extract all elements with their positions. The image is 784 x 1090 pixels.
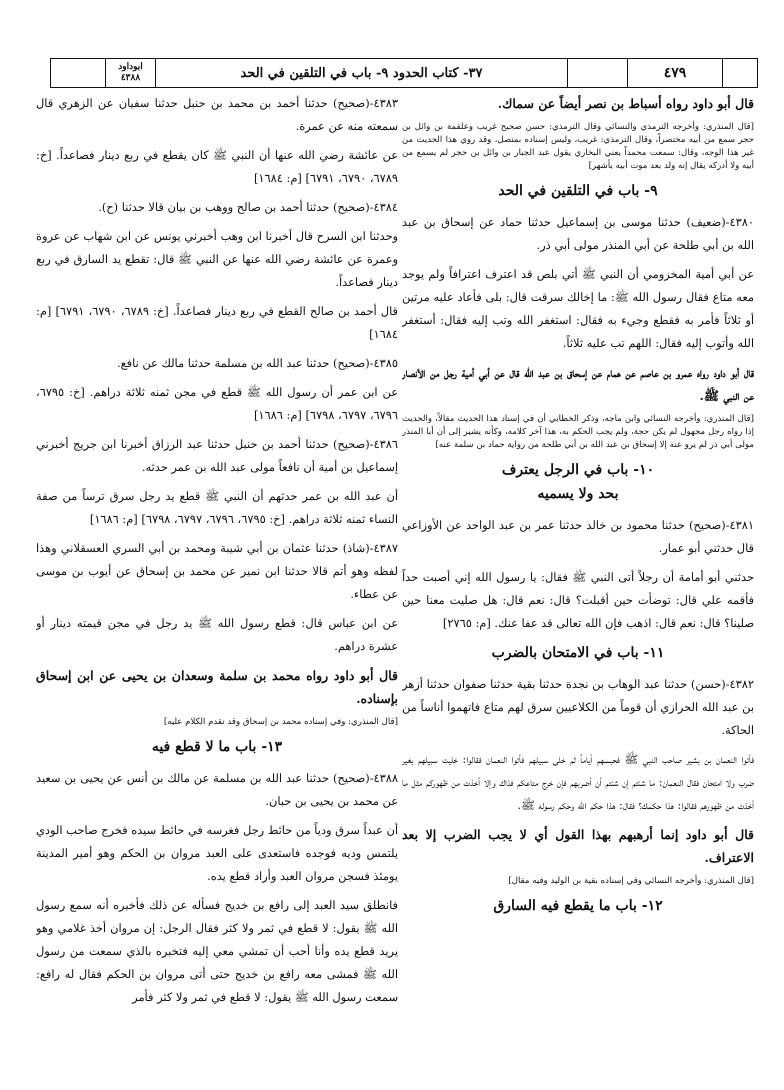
hadith-paragraph: قال أحمد بن صالح القطع في ربع دينار فصاعداً. [خ: ٦٧٨٩، ٦٧٩٠، ٦٧٩١] [م: ١٦٨٤] <box>36 304 398 341</box>
abu-dawud-remark: قال أبو داود رواه أسباط بن نصر أيضاً عن سماك. <box>497 96 754 111</box>
mundhiri-note: [قال المنذري: وأخرجه النسائي وابن ماجه، وذكر الخطابي أن في إسناد هذا الحديث مقالاً، والحديث إذا رواه رجل مجهول لم يكن حجة، ولم يجب الحكم به، هذا آخر كلامه، وكأنه يشير إلى أن أبا المنذر مولى أبي ذر لم يرو عنه إلا إسحاق بن عبد الله بن أبي طلحة من رواية حماد بن سلمة عنه] <box>402 414 754 450</box>
hadith-paragraph: أن عبداً سرق ودياً من حائط رجل فغرسه في حائط سيده فخرج صاحب الودي يلتمس وديه فوجده فاستعدى على العبد مروان بن الحكم وهو أمير المدينة يومئذ فسجن مروان العبد وأراد قطع يده. <box>36 823 398 883</box>
hadith-paragraph: عن عائشة رضي الله عنها أن النبي ﷺ كان يقطع في ربع دينار فصاعداً. [خ: ٦٧٨٩، ٦٧٩٠، ٦٧٩١] [م: ١٦٨٤] <box>36 148 398 185</box>
chapter-heading-line: ١٠- باب في الرجل يعترف <box>501 462 655 478</box>
mundhiri-note: [قال المنذري: وأخرجه النسائي وفي إسناده بقية بن الوليد وفيه مقال] <box>508 876 754 886</box>
hadith-paragraph: ٤٣٨٥-(صحيح) حدثنا عبد الله بن مسلمة حدثنا مالك عن نافع. <box>117 356 398 370</box>
chapter-heading-line: بحد ولا يسميه <box>537 486 619 502</box>
chapter-heading <box>402 894 754 918</box>
header-book-name: ابوداود <box>118 62 143 72</box>
chapter-heading-line: ٩- باب في التلقين في الحد <box>498 183 658 199</box>
header-hadith-number: ٤٣٨٨ <box>120 73 141 83</box>
hadith-paragraph: عن ابن عمر أن رسول الله ﷺ قطع في مجن ثمنه ثلاثة دراهم. [خ: ٦٧٩٥، ٦٧٩٦، ٦٧٩٧، ٦٧٩٨] [م: ١٦٨٦] <box>36 385 398 422</box>
abu-dawud-remark: قال أبو داود إنما أرهبهم بهذا القول أي لا يجب الضرب إلا بعد الاعتراف. <box>402 827 754 865</box>
abu-dawud-remark: قال أبو داود رواه عمرو بن عاصم عن همام عن إسحاق بن عبد الله قال عن أبي أمية رجل من الأنصار عن النبي ﷺ. <box>402 365 754 403</box>
hadith-paragraph: ٤٣٨٢-(حسن) حدثنا عبد الوهاب بن نجدة حدثنا بقية حدثنا صفوان حدثنا أزهر بن عبد الله الحرازي أن قوماً من الكلاعيين سرق لهم متاع فاتهموا أناساً من الحاكة. <box>402 677 754 737</box>
hadith-paragraph: ٤٣٨٠-(ضعيف) حدثنا موسى بن إسماعيل حدثنا حماد عن إسحاق بن عبد الله بن أبي طلحة عن أبي المنذر مولى أبي ذر. <box>402 215 754 252</box>
hadith-paragraph: ٤٣٨٨-(صحيح) حدثنا عبد الله بن مسلمة عن مالك بن أنس عن يحيى بن سعيد عن محمد بن يحيى بن حبان. <box>36 771 398 808</box>
chapter-heading-line: ١٣- باب ما لا قطع فيه <box>151 739 283 755</box>
abu-dawud-remark: قال أبو داود رواه محمد بن سلمة وسعدان بن يحيى عن ابن إسحاق بإسناده. <box>36 668 398 706</box>
header-cell-blank <box>51 59 106 87</box>
header-hadith-ref <box>106 59 156 87</box>
hadith-paragraph: وحدثنا ابن السرح قال أخبرنا ابن وهب أخبرني يونس عن ابن شهاب عن عروة وعمرة عن عائشة رضي الله عنها عن النبي ﷺ قال: تقطع يد السارق في ربع دينار فصاعداً. <box>36 229 398 289</box>
mundhiri-note: [قال المنذري: وفي إسناده محمد بن إسحاق وقد تقدم الكلام عليه] <box>163 717 398 727</box>
mundhiri-note: [قال المنذري: وأخرجه الترمذي والنسائي وقال الترمذي: حسن صحيح غريب وعلقمة بن وائل بن حجر سمع من أبيه مختصراً، وقال الترمذي: غريب، وليس إسناده بمتصل، وقد روي هذا الحديث من غير هذا الوجه، وقال: سمعت محمداً يعني البخاري يقول عبد الجبار بن وائل بن حجر لم يسمع من أبيه ولا أدركه يقال إنه ولد بعد موت أبيه بأشهر] <box>402 122 754 171</box>
hadith-paragraph: ٤٣٨٦-(صحيح) حدثنا أحمد بن حنبل حدثنا عبد الرزاق أخبرنا ابن جريج أخبرني إسماعيل بن أمية أن نافعاً مولى عبد الله بن عمر حدثه. <box>36 437 398 474</box>
hadith-paragraph: حدثني أبو أمامة أن رجلاً أتى النبي ﷺ فقال: يا رسول الله إني أصبت حداً فأقمه علي قال: توضأت حين أقبلت؟ قال: نعم قال: هل صليت معنا حين صلينا؟ قال: نعم قال: اذهب فإن الله تعالى قد عفا عنك. [م: ٢٧٦٥] <box>402 570 754 630</box>
right-text-column <box>402 92 754 1082</box>
hadith-paragraph: فانطلق سيد العبد إلى رافع بن خديج فسأله عن ذلك فأخبره أنه سمع رسول الله ﷺ يقول: لا قطع في ثمر ولا كثر فقال الرجل: إن مروان أخذ غلامي وهو يريد قطع يده وأنا أحب أن تمشي معي إليه فتخبره بالذي سمعت من رسول الله ﷺ فمشى معه رافع بن خديج حتى أتى مروان بن الحكم فقال له رافع: سمعت رسول الله ﷺ يقول: لا قطع في ثمر ولا كثر فأمر <box>36 898 398 1004</box>
running-header <box>50 58 758 88</box>
chapter-heading <box>402 179 754 203</box>
hadith-paragraph: ٤٣٨٧-(شاذ) حدثنا عثمان بن أبي شيبة ومحمد بن أبي السري العسقلاني وهذا لفظه وهو أتم قالا حدثنا ابن نمير عن محمد بن إسحاق عن أيوب بن موسى عن عطاء. <box>36 541 398 601</box>
header-cell-blank <box>568 59 628 87</box>
header-running-title: ٣٧- كتاب الحدود ٩- باب في التلقين في الحد <box>156 59 568 87</box>
page-number: ٤٧٩ <box>628 59 723 87</box>
hadith-paragraph: ٤٣٨١-(صحيح) حدثنا محمود بن خالد حدثنا عمر بن عبد الواحد عن الأوزاعي قال حدثني أبو عمار. <box>402 518 754 555</box>
hadith-paragraph: ٤٣٨٤-(صحيح) حدثنا أحمد بن صالح ووهب بن بيان قالا حدثنا (ح). <box>98 200 398 214</box>
hadith-paragraph: عن ابن عباس قال: قطع رسول الله ﷺ يد رجل في مجن قيمته دينار أو عشرة دراهم. <box>36 616 398 653</box>
header-cell-blank <box>723 59 757 87</box>
hadith-paragraph: ٤٣٨٣-(صحيح) حدثنا أحمد بن محمد بن حنبل حدثنا سفيان عن الزهري قال سمعته منه عن عمرة. <box>36 96 398 133</box>
chapter-heading <box>402 641 754 665</box>
chapter-heading-line: ١١- باب في الامتحان بالضرب <box>491 645 665 661</box>
hadith-paragraph: أن عبد الله بن عمر حدثهم أن النبي ﷺ قطع يد رجل سرق ترساً من صفة النساء ثمنه ثلاثة دراهم. [خ: ٦٧٩٥، ٦٧٩٦، ٦٧٩٧، ٦٧٩٨] [م: ١٦٨٦] <box>36 489 398 526</box>
hadith-paragraph: عن أبي أمية المخزومي أن النبي ﷺ أتي بلص قد اعترف اعترافاً ولم يوجد معه متاع فقال رسول الله ﷺ: ما إخالك سرقت قال: بلى فأعاد عليه مرتين أو ثلاثاً فأمر به فقطع وجيء به فقال: استغفر الله وتب إليه فقال: أستغفر الله وأتوب إليه فقال: اللهم تب عليه ثلاثاً. <box>402 267 754 350</box>
chapter-heading <box>36 735 398 759</box>
left-text-column <box>36 92 398 1082</box>
chapter-heading <box>402 458 754 506</box>
chapter-heading-line: ١٢- باب ما يقطع فيه السارق <box>493 898 663 914</box>
hadith-paragraph: فأتوا النعمان بن بشير صاحب النبي ﷺ فحبسهم أياماً ثم خلى سبيلهم فأتوا النعمان فقالوا: خليت سبيلهم بغير ضرب ولا امتحان فقال النعمان: ما شئتم إن شئتم أن أضربهم فإن خرج متاعكم فذاك وإلا أخذت من ظهوركم مثل ما أخذت من ظهورهم فقالوا: هذا حكمك؟ فقال: هذا حكم الله وحكم رسوله ﷺ. <box>402 752 754 812</box>
